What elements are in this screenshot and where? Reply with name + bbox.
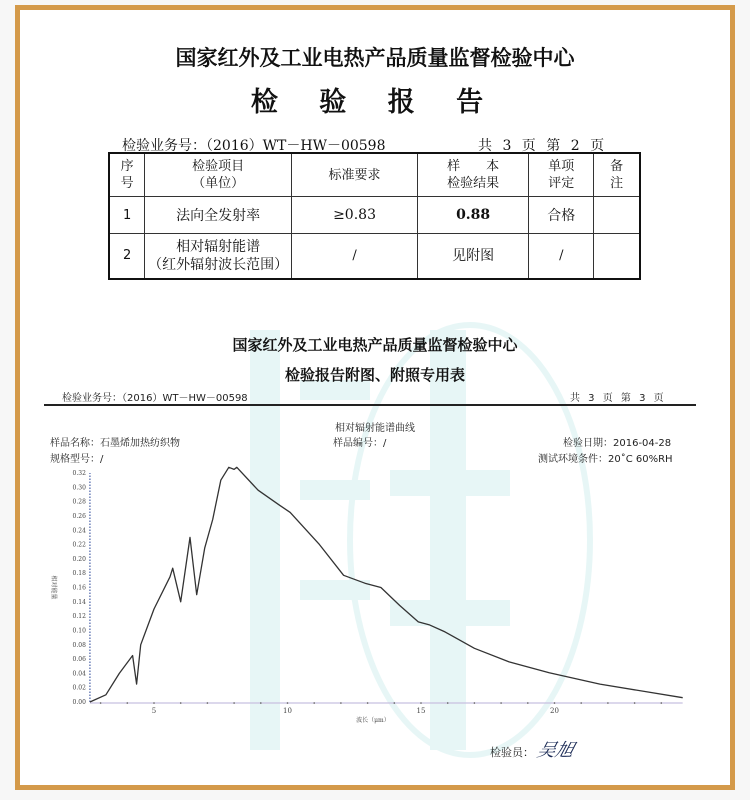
- header-cell-judgement: 单项 评定: [529, 153, 594, 197]
- spec-model: 规格型号：/: [50, 454, 104, 465]
- y-tick-label: 0.14: [72, 598, 86, 606]
- header-cell-requirement: 标准要求: [292, 153, 418, 197]
- y-tick-label: 0.20: [72, 555, 86, 563]
- x-axis-label: 波长（μm）: [356, 717, 390, 724]
- header-cell-remark: 备 注: [594, 153, 640, 197]
- spectrum-curve: [90, 467, 683, 702]
- row-judgement: /: [529, 234, 594, 280]
- row-result: 0.88: [418, 197, 529, 234]
- inspector-label: 检验员：: [490, 746, 534, 759]
- y-tick-label: 0.04: [72, 670, 86, 678]
- sample-number: 样品编号：/: [333, 438, 387, 449]
- y-tick-label: 0.18: [72, 570, 86, 578]
- chart-title: 相对辐射能谱曲线: [335, 423, 415, 434]
- y-tick-label: 0.32: [72, 470, 86, 478]
- x-tick-label: 10: [283, 707, 292, 715]
- row-judgement: 合格: [529, 197, 594, 234]
- y-tick-label: 0.26: [72, 512, 86, 520]
- y-tick-label: 0.08: [72, 641, 86, 649]
- y-tick-label: 0.02: [72, 684, 86, 692]
- y-tick-label: 0.00: [72, 699, 86, 706]
- header-cell-result: 样 本 检验结果: [418, 153, 529, 197]
- sample-name: 样品名称：石墨烯加热纺织物: [50, 438, 180, 449]
- row-item: 法向全发射率: [145, 197, 292, 234]
- appendix-page-info: 共 3 页 第 3 页: [570, 393, 664, 404]
- x-tick-label: 15: [416, 707, 426, 715]
- row-no: 1: [109, 197, 145, 234]
- y-tick-label: 0.06: [72, 656, 86, 664]
- row-result: 见附图: [418, 234, 529, 280]
- appendix-org-title: 国家红外及工业电热产品质量监督检验中心: [232, 336, 518, 354]
- test-date: 检验日期：2016-04-28: [563, 438, 672, 449]
- org-title: 国家红外及工业电热产品质量监督检验中心: [175, 46, 575, 70]
- test-environment: 测试环境条件：20˚C 60%RH: [538, 454, 673, 465]
- y-tick-label: 0.28: [72, 498, 86, 506]
- y-tick-label: 0.16: [72, 584, 86, 592]
- y-axis-label: 相对能量: [50, 575, 57, 600]
- row-item: 相对辐射能谱 （红外辐射波长范围）: [145, 234, 292, 280]
- row-requirement: /: [292, 234, 418, 280]
- header-cell-item: 检验项目 （单位）: [145, 153, 292, 197]
- report-title: 检 验 报 告: [250, 87, 500, 118]
- y-tick-label: 0.22: [72, 541, 86, 549]
- page-info: 共 3 页 第 2 页: [478, 138, 605, 154]
- inspector-signature: 吴旭: [534, 740, 577, 761]
- business-number: 检验业务号：（2016）WT－HW－00598: [122, 138, 386, 154]
- y-tick-label: 0.12: [72, 613, 86, 621]
- y-tick-label: 0.24: [72, 527, 86, 535]
- row-no: 2: [109, 234, 145, 280]
- y-tick-label: 0.30: [72, 484, 86, 492]
- header-cell-no: 序 号: [109, 153, 145, 197]
- x-tick-label: 20: [550, 707, 559, 715]
- row-requirement: ≥0.83: [292, 197, 418, 234]
- appendix-business-number: 检验业务号：（2016）WT－HW－00598: [62, 393, 248, 404]
- y-tick-label: 0.10: [72, 627, 86, 635]
- x-tick-label: 5: [151, 707, 157, 715]
- appendix-title: 检验报告附图、附照专用表: [284, 366, 465, 384]
